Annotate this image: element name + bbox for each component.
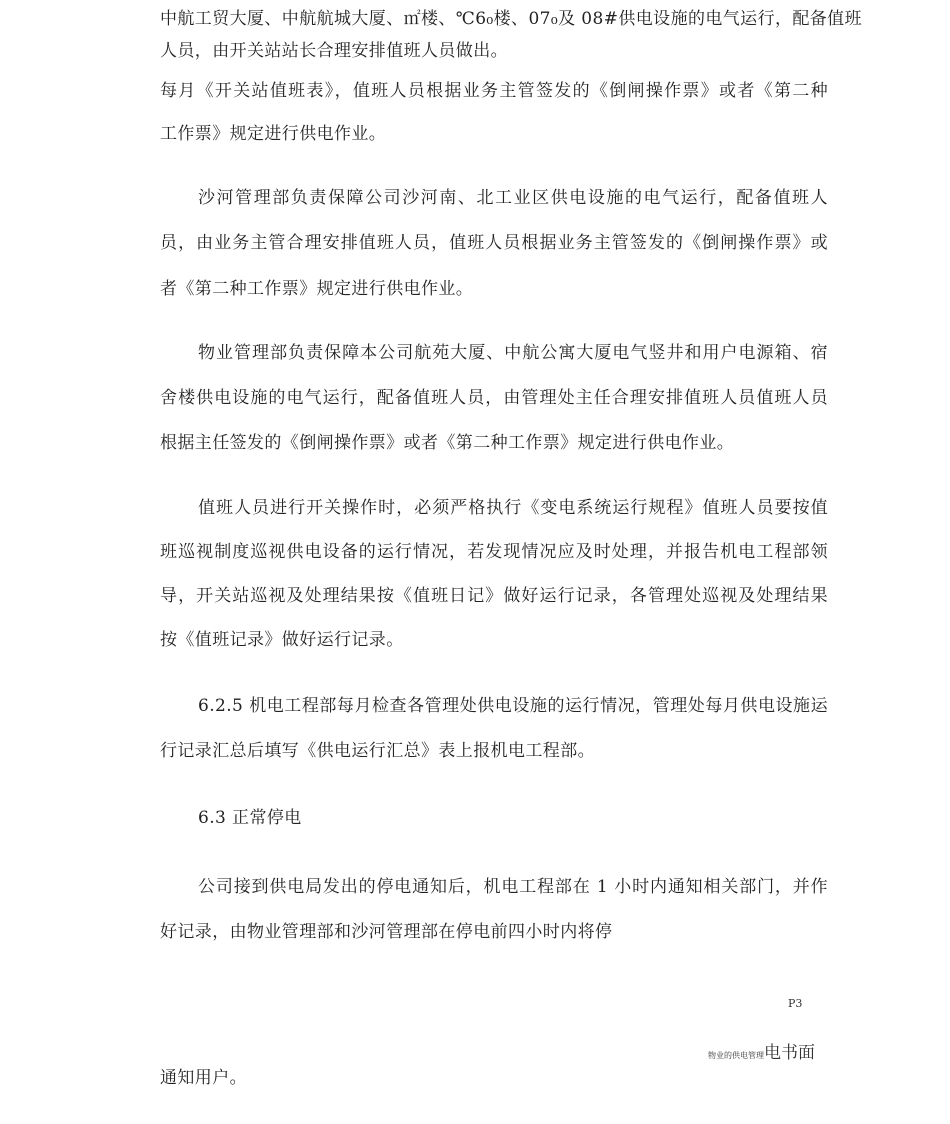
footer-note-small: 物业的供电管理 (708, 1051, 764, 1060)
paragraph-4-line-1: 物业管理部负责保障本公司航苑大厦、中航公寓大厦电气竖井和用户电源箱、宿 (198, 343, 828, 363)
paragraph-continuation: 通知用户。 (160, 1068, 247, 1088)
section-heading: 6.3 正常停电 (198, 808, 302, 828)
paragraph-4-line-2: 舍楼供电设施的电气运行，配备值班人员，由管理处主任合理安排值班人员值班人员 (160, 388, 828, 408)
paragraph-3-line-2: 员，由业务主管合理安排值班人员，值班人员根据业务主管签发的《倒闸操作票》或 (160, 233, 828, 253)
paragraph-4-line-3: 根据主任签发的《倒闸操作票》或者《第二种工作票》规定进行供电作业。 (160, 433, 735, 453)
page-number: P3 (788, 997, 803, 1010)
paragraph-6-line-2: 行记录汇总后填写《供电运行汇总》表上报机电工程部。 (160, 741, 595, 761)
paragraph-7-line-2: 好记录，由物业管理部和沙河管理部在停电前四小时内将停 (160, 922, 613, 942)
paragraph-3-line-3: 者《第二种工作票》规定进行供电作业。 (160, 279, 474, 299)
paragraph-5-line-3: 导，开关站巡视及处理结果按《值班日记》做好运行记录，各管理处巡视及处理结果 (160, 586, 828, 606)
paragraph-5-line-2: 班巡视制度巡视供电设备的运行情况，若发现情况应及时处理，并报告机电工程部领 (160, 542, 828, 562)
paragraph-2-line-1: 每月《开关站值班表》，值班人员根据业务主管签发的《倒闸操作票》或者《第二种 (160, 81, 828, 101)
paragraph-2-line-2: 工作票》规定进行供电作业。 (160, 124, 387, 144)
paragraph-1-line-1: 中航工贸大厦、中航航城大厦、㎡楼、℃6₀楼、07₀及 08#供电设施的电气运行，配备值班 (160, 9, 862, 29)
paragraph-6-line-1: 6.2.5 机电工程部每月检查各管理处供电设施的运行情况，管理处每月供电设施运 (198, 696, 828, 716)
paragraph-5-line-1: 值班人员进行开关操作时，必须严格执行《变电系统运行规程》值班人员要按值 (198, 498, 828, 518)
footer-note-big: 电书面 (764, 1043, 815, 1063)
paragraph-7-line-1: 公司接到供电局发出的停电通知后，机电工程部在 1 小时内通知相关部门，并作 (198, 877, 828, 897)
paragraph-1-line-2: 人员，由开关站站长合理安排值班人员做出。 (160, 41, 508, 61)
paragraph-5-line-4: 按《值班记录》做好运行记录。 (160, 630, 404, 650)
footer-note (708, 1038, 815, 1063)
paragraph-3-line-1: 沙河管理部负责保障公司沙河南、北工业区供电设施的电气运行，配备值班人 (198, 188, 828, 208)
